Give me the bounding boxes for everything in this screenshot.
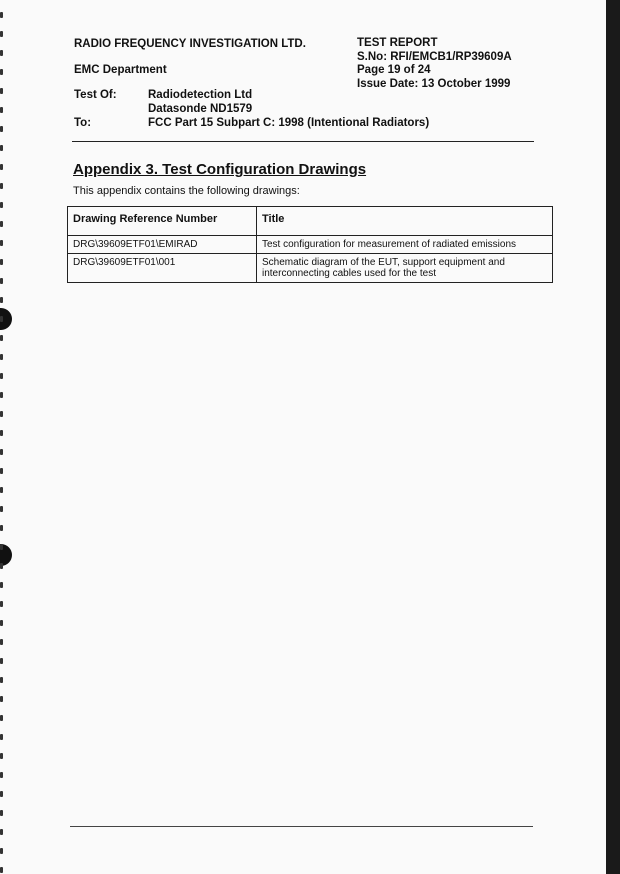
binder-mark [0, 734, 3, 740]
binder-mark [0, 753, 3, 759]
report-meta [74, 88, 429, 130]
appendix-intro: This appendix contains the following drawings: [73, 185, 300, 197]
binder-mark [0, 829, 3, 835]
binder-mark [0, 12, 3, 18]
to-value: FCC Part 15 Subpart C: 1998 (Intentional Radiators) [148, 117, 430, 129]
binder-mark [0, 506, 3, 512]
header-left [74, 37, 306, 77]
drawing-ref: DRG\39609ETF01\EMIRAD [68, 236, 257, 254]
test-of-line2: Datasonde ND1579 [148, 103, 253, 115]
binder-mark [0, 107, 3, 113]
binder-mark [0, 202, 3, 208]
test-of-line1: Radiodetection Ltd [148, 89, 253, 101]
footer-divider [70, 826, 533, 827]
binder-mark [0, 316, 3, 322]
binder-mark [0, 544, 3, 550]
binder-mark [0, 791, 3, 797]
binder-mark [0, 297, 3, 303]
to-label: To: [74, 117, 92, 129]
drawing-title: Test configuration for measurement of radiated emissions [257, 236, 553, 254]
binder-mark [0, 126, 3, 132]
report-type: TEST REPORT [357, 37, 438, 49]
binder-mark [0, 525, 3, 531]
binder-mark [0, 69, 3, 75]
binder-mark [0, 88, 3, 94]
binder-mark [0, 335, 3, 341]
header-right [357, 37, 512, 91]
binder-mark [0, 50, 3, 56]
binder-mark [0, 354, 3, 360]
table-row [68, 254, 553, 283]
drawing-title: Schematic diagram of the EUT, support equipment and interconnecting cables used for the test [257, 254, 553, 283]
binder-mark [0, 848, 3, 854]
binder-mark [0, 620, 3, 626]
binder-mark [0, 449, 3, 455]
binder-mark [0, 696, 3, 702]
binder-mark [0, 658, 3, 664]
binder-mark [0, 582, 3, 588]
page-number: Page 19 of 24 [357, 64, 431, 76]
binder-mark [0, 601, 3, 607]
binder-mark [0, 677, 3, 683]
test-of-label: Test Of: [74, 89, 117, 101]
table-row [68, 236, 553, 254]
binder-mark [0, 145, 3, 151]
binder-mark [0, 411, 3, 417]
company-name: RADIO FREQUENCY INVESTIGATION LTD. [74, 38, 306, 50]
binder-mark [0, 240, 3, 246]
table-header-row [68, 207, 553, 236]
scan-page-edge [606, 0, 620, 874]
binder-mark [0, 31, 3, 37]
binder-mark [0, 867, 3, 873]
binder-mark [0, 715, 3, 721]
department-name: EMC Department [74, 64, 167, 76]
header-divider [72, 141, 534, 142]
binder-mark [0, 392, 3, 398]
drawings-table [67, 206, 553, 283]
binder-mark [0, 430, 3, 436]
binder-mark [0, 810, 3, 816]
binder-mark [0, 221, 3, 227]
appendix-title: Appendix 3. Test Configuration Drawings [73, 161, 367, 178]
issue-date: Issue Date: 13 October 1999 [357, 77, 511, 90]
binder-mark [0, 487, 3, 493]
binder-mark [0, 278, 3, 284]
column-header-title: Title [257, 207, 553, 236]
drawing-ref: DRG\39609ETF01\001 [68, 254, 257, 283]
binder-mark [0, 772, 3, 778]
binder-mark [0, 164, 3, 170]
binder-mark [0, 183, 3, 189]
serial-number: S.No: RFI/EMCB1/RP39609A [357, 50, 512, 63]
binder-mark [0, 639, 3, 645]
binder-mark [0, 468, 3, 474]
binder-mark [0, 373, 3, 379]
binder-mark [0, 563, 3, 569]
binder-mark [0, 259, 3, 265]
column-header-ref: Drawing Reference Number [68, 207, 257, 236]
